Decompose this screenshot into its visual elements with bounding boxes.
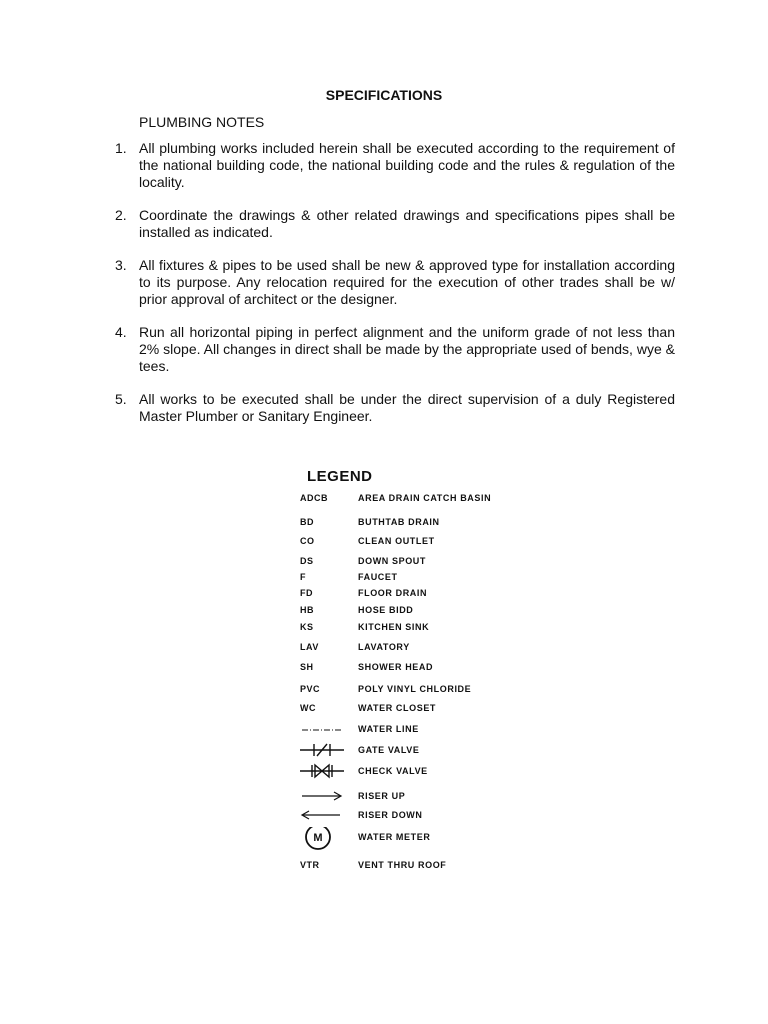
legend-title: LEGEND	[307, 468, 373, 485]
legend-code: VTR	[300, 860, 320, 870]
legend-row	[270, 699, 520, 717]
riser-up-icon	[298, 787, 348, 805]
check-valve-icon	[298, 762, 348, 780]
note-text: All plumbing works included herein shall be executed according to the requirement of the national building code, the national building code and the rules & regulation of the locality.	[139, 140, 675, 190]
legend-row	[270, 827, 520, 855]
note-item	[115, 140, 675, 191]
legend-row	[270, 762, 520, 780]
legend-row	[270, 856, 520, 874]
legend-desc: DOWN SPOUT	[358, 556, 426, 566]
section-heading: PLUMBING NOTES	[139, 114, 265, 130]
legend-row	[270, 680, 520, 698]
legend-code: ADCB	[300, 493, 328, 503]
legend-row	[270, 489, 520, 507]
note-number: 4.	[115, 324, 127, 340]
legend-code: DS	[300, 556, 314, 566]
legend	[270, 460, 520, 880]
legend-code: WC	[300, 703, 316, 713]
legend-code: KS	[300, 622, 314, 632]
legend-code: F	[300, 572, 306, 582]
legend-desc: POLY VINYL CHLORIDE	[358, 684, 472, 694]
legend-code: PVC	[300, 684, 321, 694]
note-text: All works to be executed shall be under the direct supervision of a duly Registered Master Plumber or Sanitary Engineer.	[139, 391, 675, 424]
legend-desc: WATER LINE	[358, 724, 419, 734]
legend-row	[270, 532, 520, 550]
note-text: All fixtures & pipes to be used shall be new & approved type for installation according to its purpose. Any relocation required for the execution of other trades shall be w/ prior approval of architect or the designer.	[139, 257, 675, 307]
gate-valve-icon	[298, 741, 348, 759]
note-text: Run all horizontal piping in perfect alignment and the uniform grade of not less than 2% slope. All changes in direct shall be made by the appropriate used of bends, wye & tees.	[139, 324, 675, 374]
plumbing-notes-list	[115, 140, 675, 441]
legend-desc: CHECK VALVE	[358, 766, 428, 776]
legend-desc: SHOWER HEAD	[358, 662, 434, 672]
legend-desc: BUTHTAB DRAIN	[358, 517, 440, 527]
legend-desc: LAVATORY	[358, 642, 410, 652]
note-item	[115, 391, 675, 425]
note-item	[115, 324, 675, 375]
legend-desc: KITCHEN SINK	[358, 622, 430, 632]
legend-desc: FLOOR DRAIN	[358, 588, 428, 598]
legend-desc: RISER DOWN	[358, 810, 423, 820]
legend-code: HB	[300, 605, 314, 615]
legend-row	[270, 618, 520, 636]
legend-desc: WATER METER	[358, 832, 431, 842]
legend-row	[270, 806, 520, 824]
note-item	[115, 257, 675, 308]
legend-desc: WATER CLOSET	[358, 703, 437, 713]
legend-desc: HOSE BIDD	[358, 605, 414, 615]
legend-desc: FAUCET	[358, 572, 398, 582]
legend-code: CO	[300, 536, 315, 546]
legend-row	[270, 741, 520, 759]
legend-desc: VENT THRU ROOF	[358, 860, 447, 870]
legend-desc: CLEAN OUTLET	[358, 536, 435, 546]
legend-code: SH	[300, 662, 314, 672]
legend-code: BD	[300, 517, 314, 527]
legend-code: FD	[300, 588, 313, 598]
legend-row	[270, 638, 520, 656]
water-line-icon	[298, 720, 348, 738]
page-title: SPECIFICATIONS	[325, 87, 443, 103]
legend-row	[270, 787, 520, 805]
legend-code: LAV	[300, 642, 319, 652]
legend-row	[270, 513, 520, 531]
legend-row	[270, 601, 520, 619]
note-text: Coordinate the drawings & other related drawings and specifications pipes shall be installed as indicated.	[139, 207, 675, 240]
legend-row	[270, 658, 520, 676]
water-meter-symbol-text: M	[313, 832, 323, 844]
legend-row	[270, 720, 520, 738]
legend-row	[270, 584, 520, 602]
note-number: 5.	[115, 391, 127, 407]
note-item	[115, 207, 675, 241]
legend-desc: GATE VALVE	[358, 745, 420, 755]
note-number: 3.	[115, 257, 127, 273]
note-number: 1.	[115, 140, 127, 156]
legend-desc: AREA DRAIN CATCH BASIN	[358, 493, 492, 503]
note-number: 2.	[115, 207, 127, 223]
legend-desc: RISER UP	[358, 791, 406, 801]
water-meter-icon	[298, 827, 348, 855]
riser-down-icon	[298, 806, 348, 824]
